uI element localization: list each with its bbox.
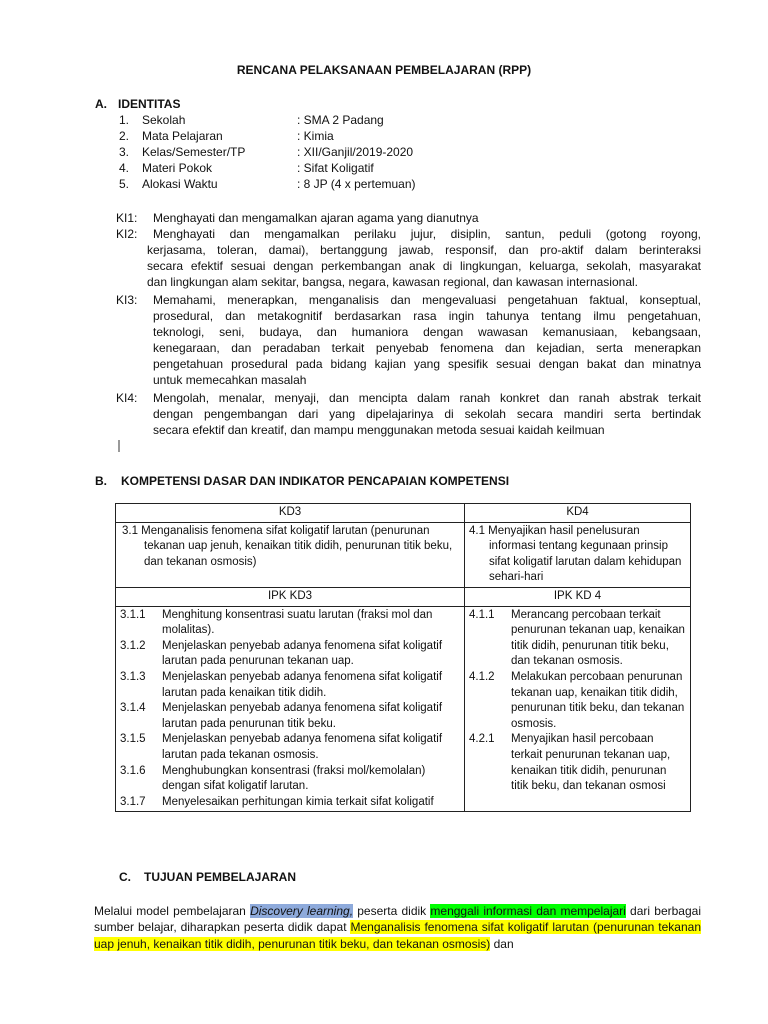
ipk4-header: IPK KD 4 [465,587,691,606]
objective-end: dan [490,936,514,951]
ki-line: Menghayati dan mengamalkan ajaran agama yang dianutnya [153,211,479,225]
ki-line: dengan pengembangan dari yang dipelajarinya di sekolah secara mandiri serta bertindak [153,407,701,421]
ipk-num: 3.1.6 [120,764,146,777]
ipk-num: 3.1.4 [120,702,146,715]
ipk-num: 3.1.7 [120,795,146,808]
ipk-num: 3.1.1 [120,608,146,621]
ipk-item [469,732,686,794]
ki-line: untuk memecahkan masalah [153,373,307,387]
ipk-text: Menyajikan hasil percobaan terkait penurunan tekanan uap, kenaikan titik didih, penurunan titik beku, dan tekanan osmosi [511,733,671,793]
competency-table [115,503,691,812]
ipk-num: 3.1.3 [120,670,146,683]
section-a-letter: A. [95,97,107,111]
ipk-text: Menghitung konsentrasi suatu larutan (fraksi mol dan molalitas). [162,608,433,637]
table-row [116,504,691,523]
ipk-item [469,670,686,732]
identity-label: Mata Pelajaran [142,129,223,143]
ipk-num: 4.2.1 [469,733,495,746]
ki-line: Mengolah, menalar, menyaji, dan mencipta dalam ranah konkret dan ranah abstrak terkait [153,391,701,405]
ipk-num: 4.1.2 [469,670,495,683]
ipk-text: Merancang percobaan terkait penurunan tekanan uap, kenaikan titik didih, penurunan titik beku, dan tekanan osmosis. [511,608,685,668]
objective-mid1: peserta didik [353,904,431,918]
ipk-num: 3.1.2 [120,639,146,652]
identity-value: : Sifat Koligatif [297,161,374,175]
ki-label: KI1: [116,211,138,225]
section-b-letter: B. [95,474,107,488]
section-c-letter: C. [119,870,131,884]
ki-line: secara efektif dan kreatif, dan mampu menggunakan metoda sesuai kaidah keilmuan [153,423,605,437]
ipk-text: Menjelaskan penyebab adanya fenomena sifat koligatif larutan pada penurunan tekanan uap. [162,639,443,668]
ipk-num: 4.1.1 [469,608,495,621]
ipk4-cell [465,606,691,812]
table-row [116,606,691,812]
ipk-text: Menghubungkan konsentrasi (fraksi mol/kemolalan) dengan sifat koligatif larutan. [162,764,426,793]
ipk-item [120,608,460,639]
table-row [116,522,691,587]
kd3-header: KD3 [116,504,465,523]
ki-line: Menghayati dan mengamalkan perilaku jujur, disiplin, santun, peduli (gotong royong, [153,227,701,241]
objective-model: Discovery learning, [250,904,354,918]
section-a-heading: IDENTITAS [118,97,181,111]
paragraph-mark [118,440,120,452]
identity-num: 3. [119,145,130,159]
ki-line: secara efektif sesuai dengan perkembangan anak di lingkungan, keluarga, sekolah, masyarakat [147,259,701,273]
ipk-item [120,764,460,795]
ipk-item [120,732,460,763]
objective-green-highlight: menggali informasi dan mempelajari [430,904,626,918]
ipk-text: Melakukan percobaan penurunan tekanan uap, kenaikan titik didih, penurunan titik beku, dan tekanan osmosis. [511,670,685,730]
ki-line: prosedural, dan metakognitif berdasarkan rasa ingin tahunya tentang ilmu pengetahuan, [153,309,701,323]
section-c-heading: TUJUAN PEMBELAJARAN [144,870,297,884]
ipk-text: Menjelaskan penyebab adanya fenomena sifat koligatif larutan pada kenaikan titik didih. [162,670,443,699]
objective-intro: Melalui model pembelajaran [94,904,251,918]
ki-label: KI4: [116,391,138,405]
kd3-cell [116,522,465,587]
ipk-text: Menyelesaikan perhitungan kimia terkait sifat koligatif [162,795,434,808]
ipk3-cell [116,606,465,812]
ipk-item [469,608,686,670]
ki-line: pengetahuan prosedural pada bidang kajian yang spesifik sesuai dengan bakat dan minatnya [153,357,701,371]
ipk3-header: IPK KD3 [116,587,465,606]
document-title: RENCANA PELAKSANAAN PEMBELAJARAN (RPP) [236,63,532,77]
table-row [116,587,691,606]
ki-line: Memahami, menerapkan, menganalisis dan mengevaluasi pengetahuan faktual, konseptual, [153,293,701,307]
identity-value: : 8 JP (4 x pertemuan) [297,177,416,191]
ki-line: dan lingkungan alam sekitar, bangsa, negara, kawasan regional, dan kawasan internasional. [147,275,638,289]
ki-line: teknologi, seni, budaya, dan humaniora dengan wawasan kemanusiaan, kebangsaan, [153,325,701,339]
identity-label: Materi Pokok [142,161,213,175]
ki-line: kerjasama, toleran, damai), bertanggung jawab, responsif, dan pro-aktif dalam berinteraksi [147,243,701,257]
identity-num: 1. [119,113,130,127]
identity-value: : SMA 2 Padang [297,113,384,127]
ki-label: KI3: [116,293,138,307]
ki-label: KI2: [116,227,138,241]
ipk-item [120,670,460,701]
identity-num: 2. [119,129,130,143]
kd4-header: KD4 [465,504,691,523]
kd3-text: 3.1 Menganalisis fenomena sifat koligatif larutan (penurunan tekanan uap jenuh, kenaikan titik didih, penurunan titik beku, dan tekanan osmosis) [122,524,453,568]
ipk-item [120,639,460,670]
identity-num: 5. [119,177,130,191]
ipk-num: 3.1.5 [120,733,146,746]
objective-mid2: dari berbagai sumber belajar, diharapkan peserta didik dapat [94,904,701,935]
identity-value: : Kimia [297,129,334,143]
kd4-text: 4.1 Menyajikan hasil penelusuran informasi tentang kegunaan prinsip sifat koligatif larutan dalam kehidupan sehari-hari [469,524,682,584]
objective-yellow-highlight: Menganalisis fenomena sifat koligatif larutan (penurunan tekanan uap jenuh, kenaikan titik didih, penurunan titik beku, dan tekanan osmosis) [94,920,701,951]
ipk-text: Menjelaskan penyebab adanya fenomena sifat koligatif larutan pada tekanan osmosis. [162,733,443,761]
section-b-heading: KOMPETENSI DASAR DAN INDIKATOR PENCAPAIAN KOMPETENSI [121,474,510,488]
ipk-text: Menjelaskan penyebab adanya fenomena sifat koligatif larutan pada penurunan titik beku. [162,702,443,730]
ipk-item [120,701,460,732]
identity-label: Alokasi Waktu [142,177,218,191]
identity-label: Kelas/Semester/TP [142,145,246,159]
learning-objective-paragraph [94,903,701,952]
ipk-item [120,795,460,811]
identity-value: : XII/Ganjil/2019-2020 [297,145,414,159]
kd4-cell [465,522,691,587]
identity-num: 4. [119,161,130,175]
identity-label: Sekolah [142,113,186,127]
ki-line: kenegaraan, dan peradaban terkait penyebab fenomena dan kejadian, serta menerapkan [153,341,701,355]
